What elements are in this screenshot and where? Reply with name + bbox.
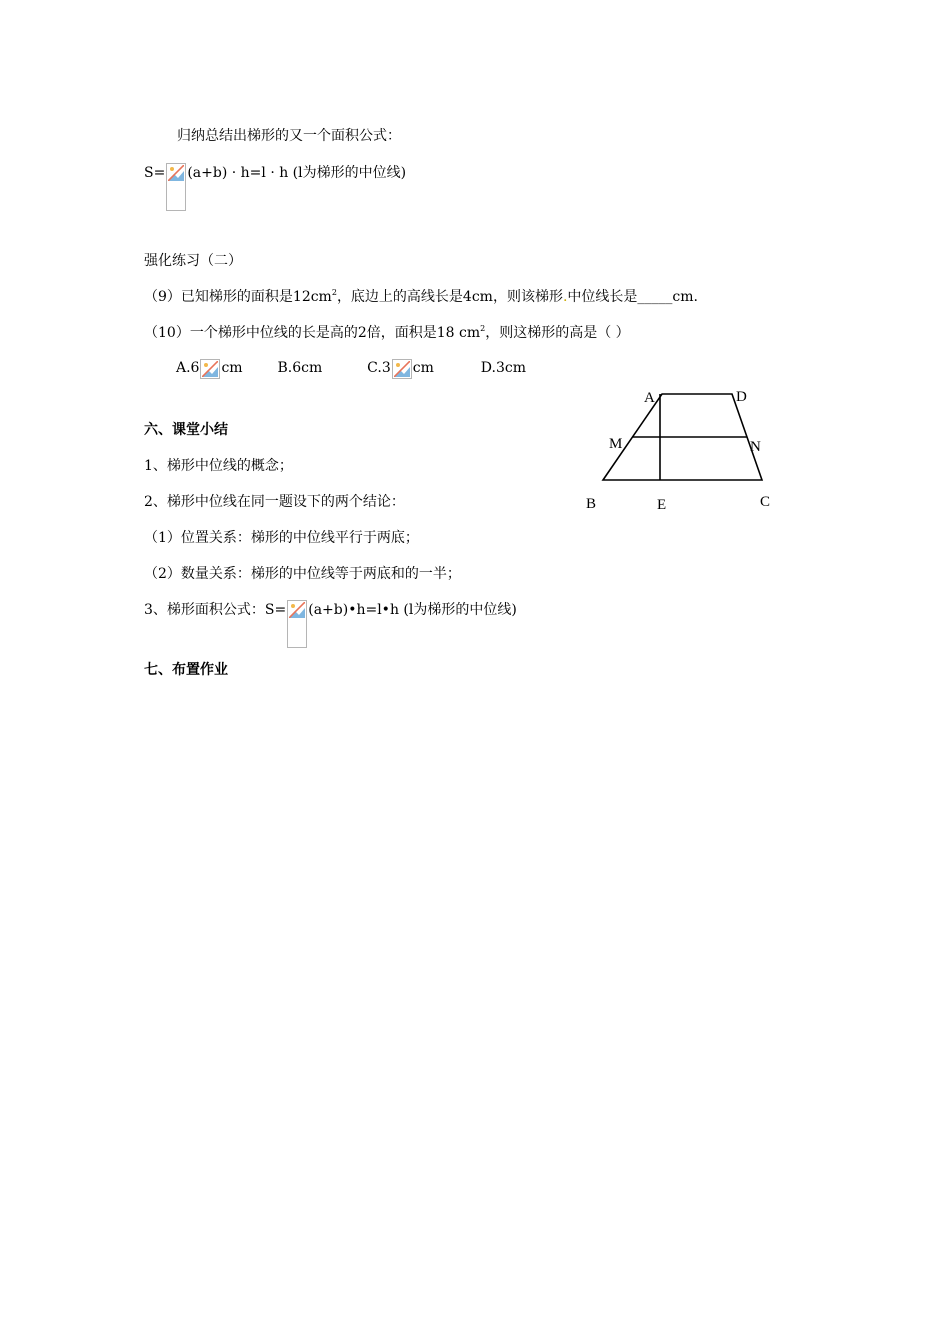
q10-prefix: （10）一个梯形中位线的长是高的2倍，面积是18 cm: [144, 325, 481, 341]
option-c: [367, 360, 434, 376]
homework-heading: 七、布置作业: [144, 662, 228, 678]
summary-item-1: 1、梯形中位线的概念；: [144, 458, 293, 474]
summary-heading: 六、课堂小结: [144, 422, 228, 438]
summary-item-2b: （2）数量关系：梯形的中位线等于两底和的一半；: [144, 566, 461, 582]
option-a-prefix: A.6: [176, 360, 200, 376]
label-d: D: [736, 389, 747, 405]
trapezoid-figure: [580, 384, 790, 520]
question-10: [144, 323, 630, 343]
label-e: E: [657, 497, 667, 513]
q9-dot: .: [562, 289, 568, 305]
broken-image-icon: [166, 163, 186, 211]
formula-rest: (a+b) · h=l · h (l为梯形的中位线): [187, 165, 407, 181]
q10-suffix: ，则这梯形的高是（ ）: [485, 325, 630, 341]
broken-image-icon: [200, 359, 220, 379]
practice-heading: 强化练习（二）: [144, 253, 242, 269]
q10-superscript: 2: [480, 324, 486, 333]
label-m: M: [609, 436, 623, 452]
option-c-unit: cm: [412, 360, 434, 376]
answer-options: [176, 358, 526, 379]
trapezoid-lines: [603, 394, 762, 480]
broken-image-icon: [392, 359, 412, 379]
label-c: C: [760, 494, 771, 510]
q9-superscript: 2: [331, 288, 337, 297]
q9-mid: ，底边上的高线长是4cm，则该梯形: [336, 289, 563, 305]
summary-item-2a: （1）位置关系：梯形的中位线平行于两底；: [144, 530, 419, 546]
option-c-prefix: C.3: [367, 360, 391, 376]
option-d: D.3cm: [480, 360, 526, 376]
label-a: A: [644, 390, 655, 406]
label-b: B: [586, 496, 597, 512]
broken-image-icon: [287, 600, 307, 648]
option-b: B.6cm: [277, 360, 323, 376]
option-a-unit: cm: [221, 360, 243, 376]
area-formula-1: [144, 163, 406, 211]
label-n: N: [750, 439, 761, 455]
item3-prefix: 3、梯形面积公式：S=: [144, 602, 287, 618]
option-a: [176, 360, 243, 376]
item3-rest: (a+b)•h=l•h (l为梯形的中位线): [308, 602, 517, 618]
summary-item-3: [144, 600, 517, 648]
q9-suffix: 中位线长是_____cm.: [567, 289, 698, 305]
summary-item-2: 2、梯形中位线在同一题设下的两个结论：: [144, 494, 405, 510]
formula-prefix: S=: [144, 165, 166, 181]
intro-text: 归纳总结出梯形的又一个面积公式：: [177, 128, 401, 144]
question-9: [144, 287, 698, 307]
q9-prefix: （9）已知梯形的面积是12cm: [144, 289, 332, 305]
